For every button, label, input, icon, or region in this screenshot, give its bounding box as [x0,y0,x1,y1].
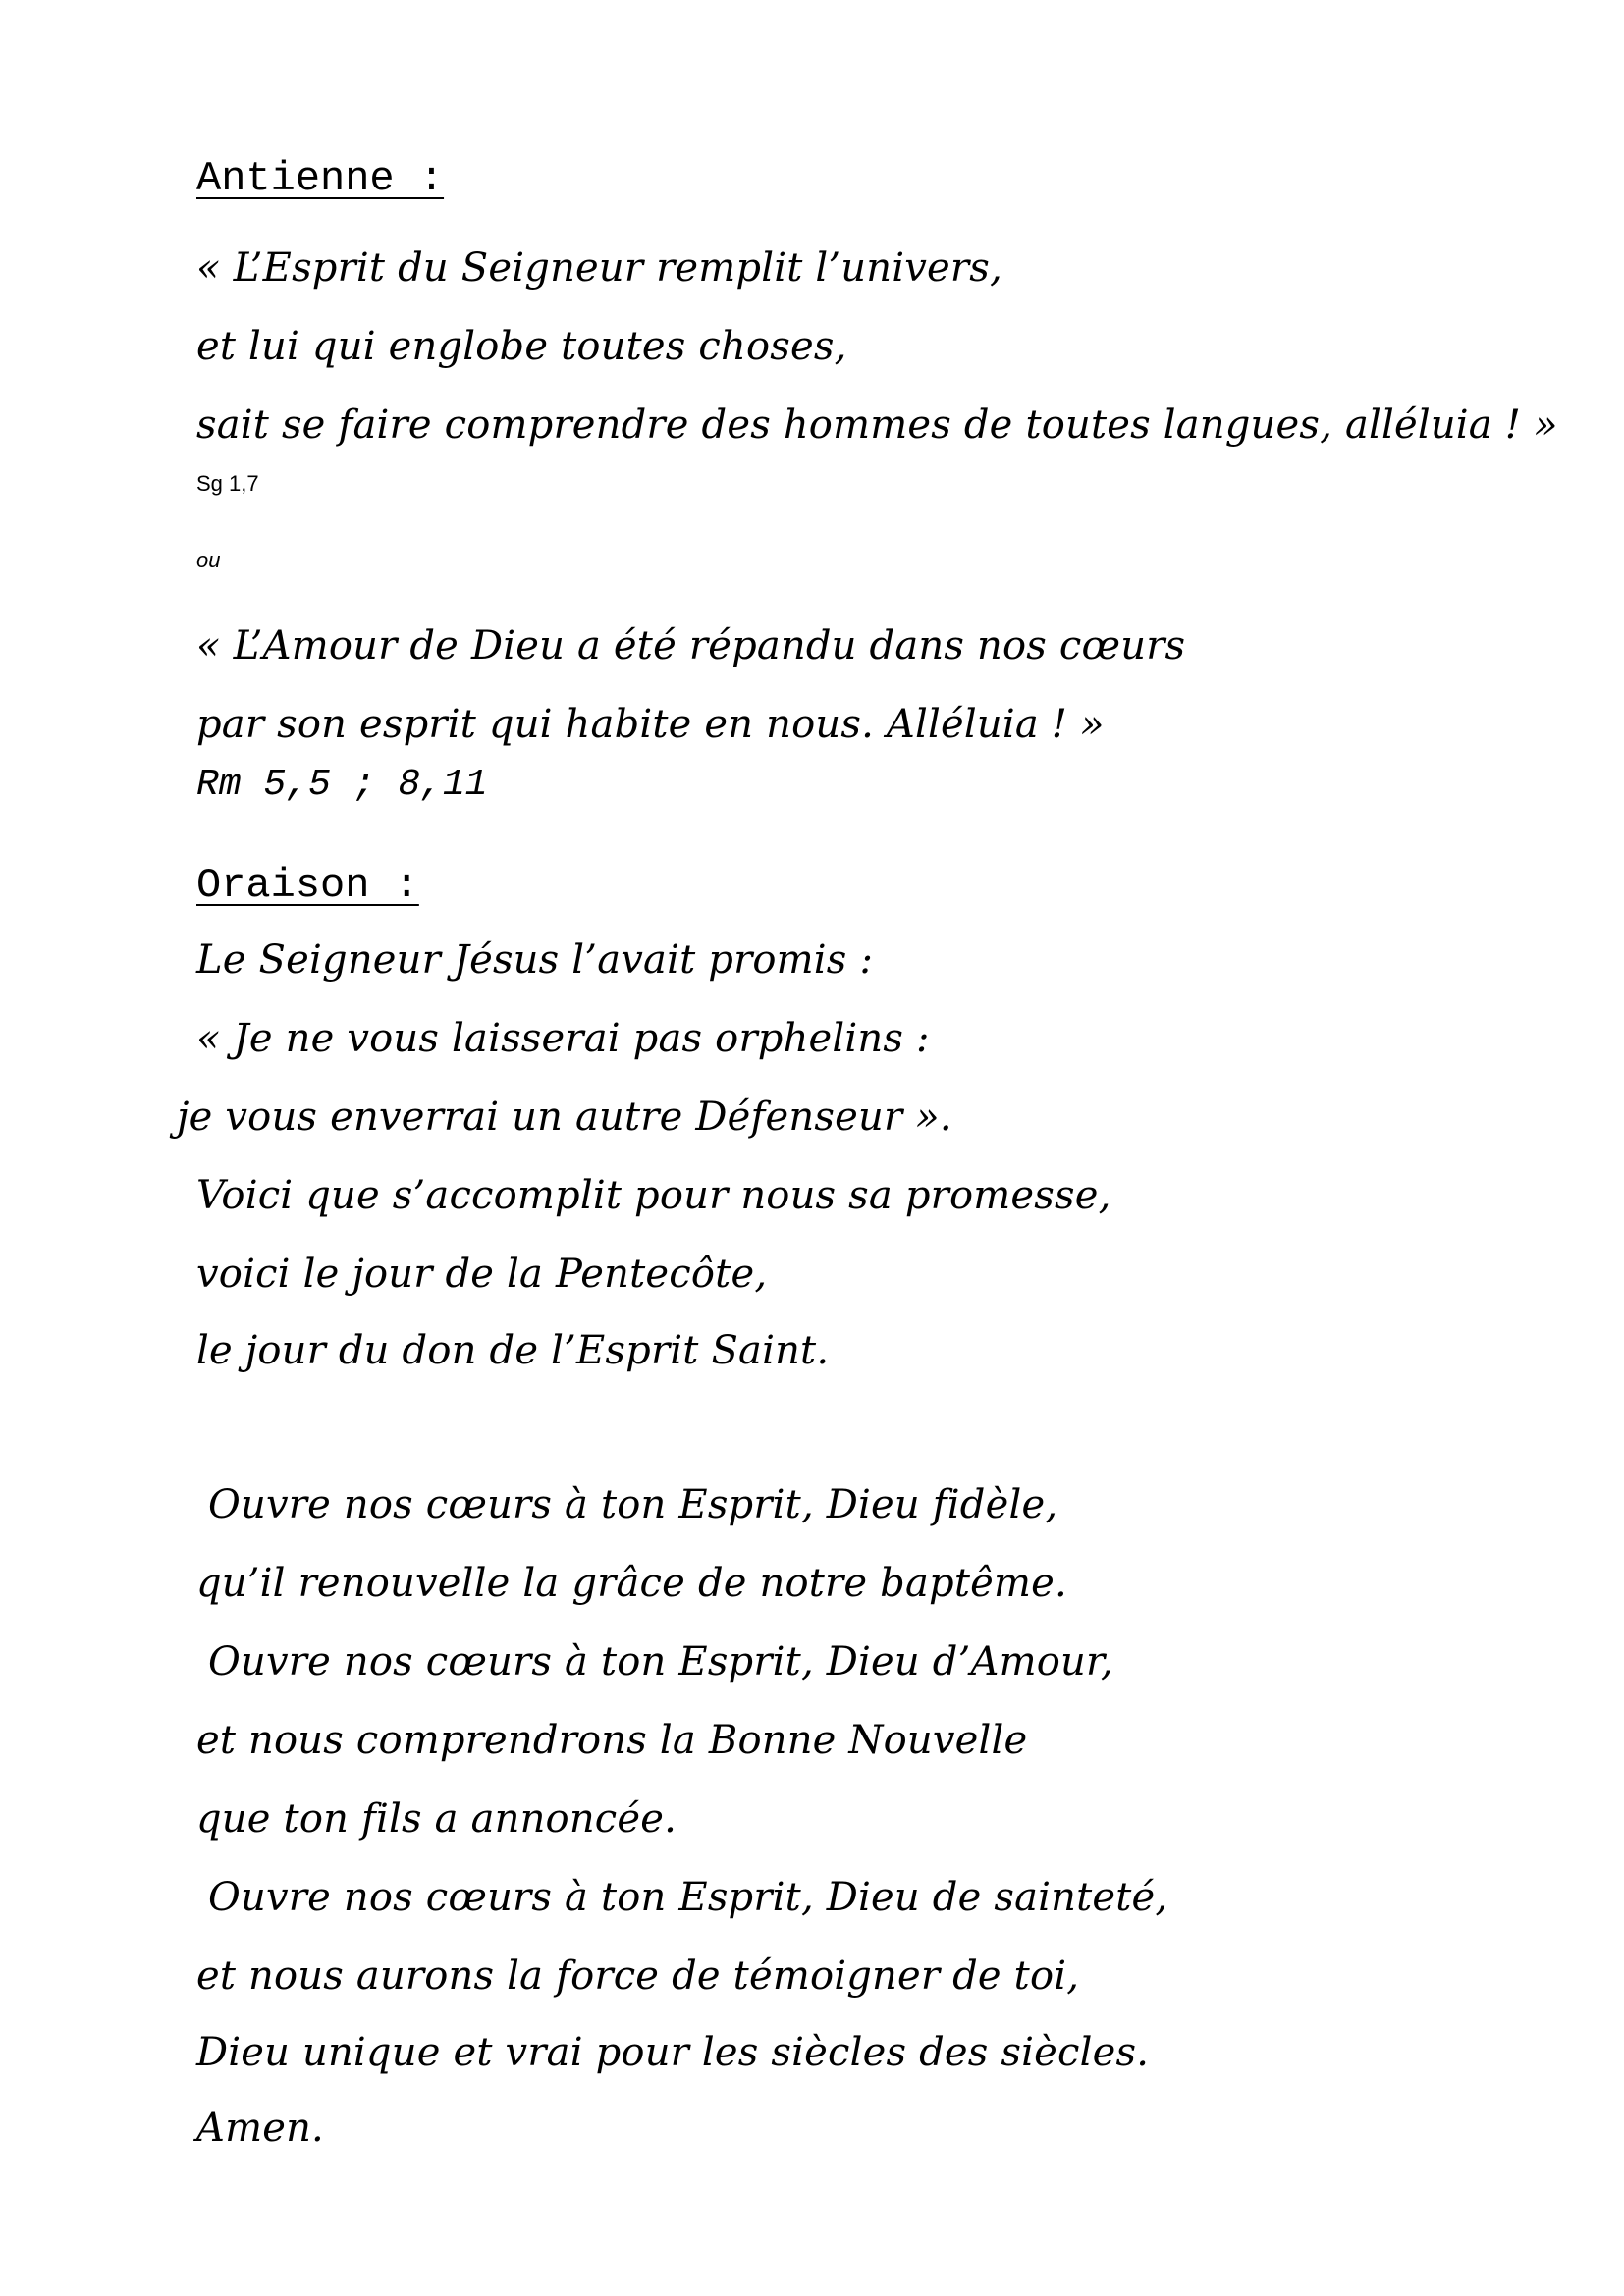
oraison-line: voici le jour de la Pentecôte, [196,1252,768,1297]
oraison-line: et nous comprendrons la Bonne Nouvelle [196,1718,1028,1763]
oraison-heading: Oraison : [196,862,419,909]
oraison-line: « Je ne vous laisserai pas orphelins : [196,1016,930,1061]
oraison-line: Ouvre nos cœurs à ton Esprit, Dieu de sainteté, [208,1875,1168,1920]
oraison-line: je vous enverrai un autre Défenseur ». [177,1095,952,1140]
antienne-option2-line: par son esprit qui habite en nous. Alléluia ! » [196,702,1105,747]
antienne-option1-line: et lui qui englobe toutes choses, [196,324,847,369]
antienne-heading: Antienne : [196,155,445,202]
oraison-line: Dieu unique et vrai pour les siècles des siècles. [196,2030,1150,2075]
antienne-option1-line: sait se faire comprendre des hommes de toutes langues, alléluia ! » [196,402,1558,448]
oraison-line: Voici que s’accomplit pour nous sa promesse, [196,1173,1111,1218]
antienne-option1-line: « L’Esprit du Seigneur remplit l’univers, [196,245,1002,291]
antienne-option2-line: « L’Amour de Dieu a été répandu dans nos cœurs [196,623,1186,668]
oraison-line: Le Seigneur Jésus l’avait promis : [196,937,874,983]
antienne-option1-reference: Sg 1,7 [196,471,259,496]
antienne-separator: ou [196,548,221,572]
antienne-option2-reference: Rm 5,5 ; 8,11 [196,764,488,806]
oraison-line: qu’il renouvelle la grâce de notre baptême. [196,1561,1067,1606]
oraison-line: et nous aurons la force de témoigner de toi, [196,1953,1080,1999]
oraison-line: le jour du don de l’Esprit Saint. [196,1328,830,1373]
oraison-line: que ton fils a annoncée. [196,1796,677,1842]
oraison-amen: Amen. [196,2106,324,2151]
oraison-line: Ouvre nos cœurs à ton Esprit, Dieu d’Amour, [208,1639,1113,1684]
oraison-line: Ouvre nos cœurs à ton Esprit, Dieu fidèle, [208,1482,1058,1527]
